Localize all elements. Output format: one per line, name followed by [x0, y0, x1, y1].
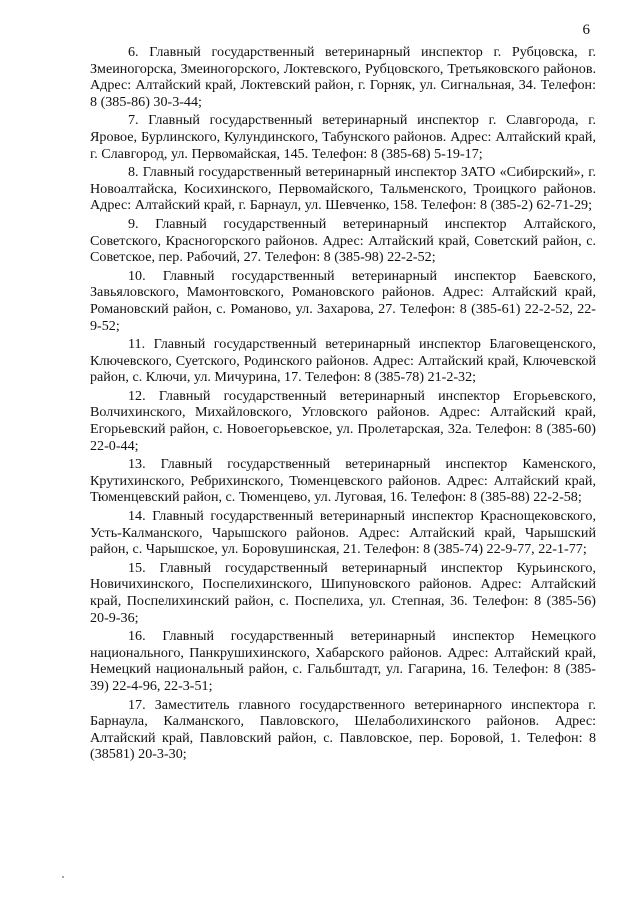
- page-number: 6: [582, 22, 590, 38]
- list-item-16: 16. Главный государственный ветеринарный инспектор Немецкого национального, Панкрушихинского, Хабарского районов. Адрес: Алтайский край, Немецкий национальный район, с. Гальбштадт, ул. Гагарина, 16. Телефон: 8 (385-39) 22-4-96, 22-3-51;: [90, 628, 596, 694]
- list-item-9: 9. Главный государственный ветеринарный инспектор Алтайского, Советского, Красногорского районов. Адрес: Алтайский край, Советский район, с. Советское, пер. Рабочий, 27. Телефон: 8 (385-98) 22-2-52;: [90, 215, 596, 266]
- list-item-15: 15. Главный государственный ветеринарный инспектор Курьинского, Новичихинского, Поспелихинского, Шипуновского районов. Адрес: Алтайский край, Поспелихинский район, с. Поспелиха, ул. Степная, 36. Телефон: 8 (385-56) 20-9-36;: [90, 559, 596, 626]
- scan-speck: [62, 876, 64, 878]
- document-body: [90, 44, 596, 765]
- list-item-14: 14. Главный государственный ветеринарный инспектор Краснощековского, Усть-Калманского, Чарышского районов. Адрес: Алтайский край, Чарышский район, с. Чарышское, ул. Боровушинская, 21. Телефон: 8 (385-74) 22-9-77, 22-1-77;: [90, 508, 596, 558]
- list-item-8: 8. Главный государственный ветеринарный инспектор ЗАТО «Сибирский», г. Новоалтайска, Косихинского, Первомайского, Тальменского, Троицкого районов. Адрес: Алтайский край, г. Барнаул, ул. Шевченко, 158. Телефон: 8 (385-2) 62-71-29;: [90, 164, 596, 214]
- list-item-7: 7. Главный государственный ветеринарный инспектор г. Славгорода, г. Яровое, Бурлинского, Кулундинского, Табунского районов. Адрес: Алтайский край, г. Славгород, ул. Первомайская, 145. Телефон: 8 (385-68) 5-19-17;: [90, 112, 596, 162]
- list-item-10: 10. Главный государственный ветеринарный инспектор Баевского, Завьяловского, Мамонтовского, Романовского районов. Адрес: Алтайский край, Романовский район, с. Романово, ул. Захарова, 27. Телефон: 8 (385-61) 22-2-52, 22-9-52;: [90, 267, 596, 334]
- list-item-17: 17. Заместитель главного государственного ветеринарного инспектора г. Барнаула, Калманского, Павловского, Шелаболихинского районов. Адрес: Алтайский край, Павловский район, с. Павловское, пер. Боровой, 1. Телефон: 8 (38581) 20-3-30;: [90, 696, 596, 763]
- list-item-6: 6. Главный государственный ветеринарный инспектор г. Рубцовска, г. Змеиногорска, Змеиногорского, Локтевского, Рубцовского, Третьяковского районов. Адрес: Алтайский край, Локтевский район, г. Горняк, ул. Сигнальная, 34. Телефон: 8 (385-86) 30-3-44;: [90, 44, 596, 110]
- list-item-12: 12. Главный государственный ветеринарный инспектор Егорьевского, Волчихинского, Михайловского, Угловского районов. Адрес: Алтайский край, Егорьевский район, с. Новоегорьевское, ул. Пролетарская, 32а. Телефон: 8 (385-60) 22-0-44;: [90, 387, 596, 454]
- list-item-11: 11. Главный государственный ветеринарный инспектор Благовещенского, Ключевского, Суетского, Родинского районов. Адрес: Алтайский край, Ключевской район, с. Ключи, ул. Мичурина, 17. Телефон: 8 (385-78) 21-2-32;: [90, 336, 596, 386]
- list-item-13: 13. Главный государственный ветеринарный инспектор Каменского, Крутихинского, Ребрихинского, Тюменцевского районов. Адрес: Алтайский край, Тюменцевский район, с. Тюменцево, ул. Луговая, 16. Телефон: 8 (385-88) 22-2-58;: [90, 456, 596, 506]
